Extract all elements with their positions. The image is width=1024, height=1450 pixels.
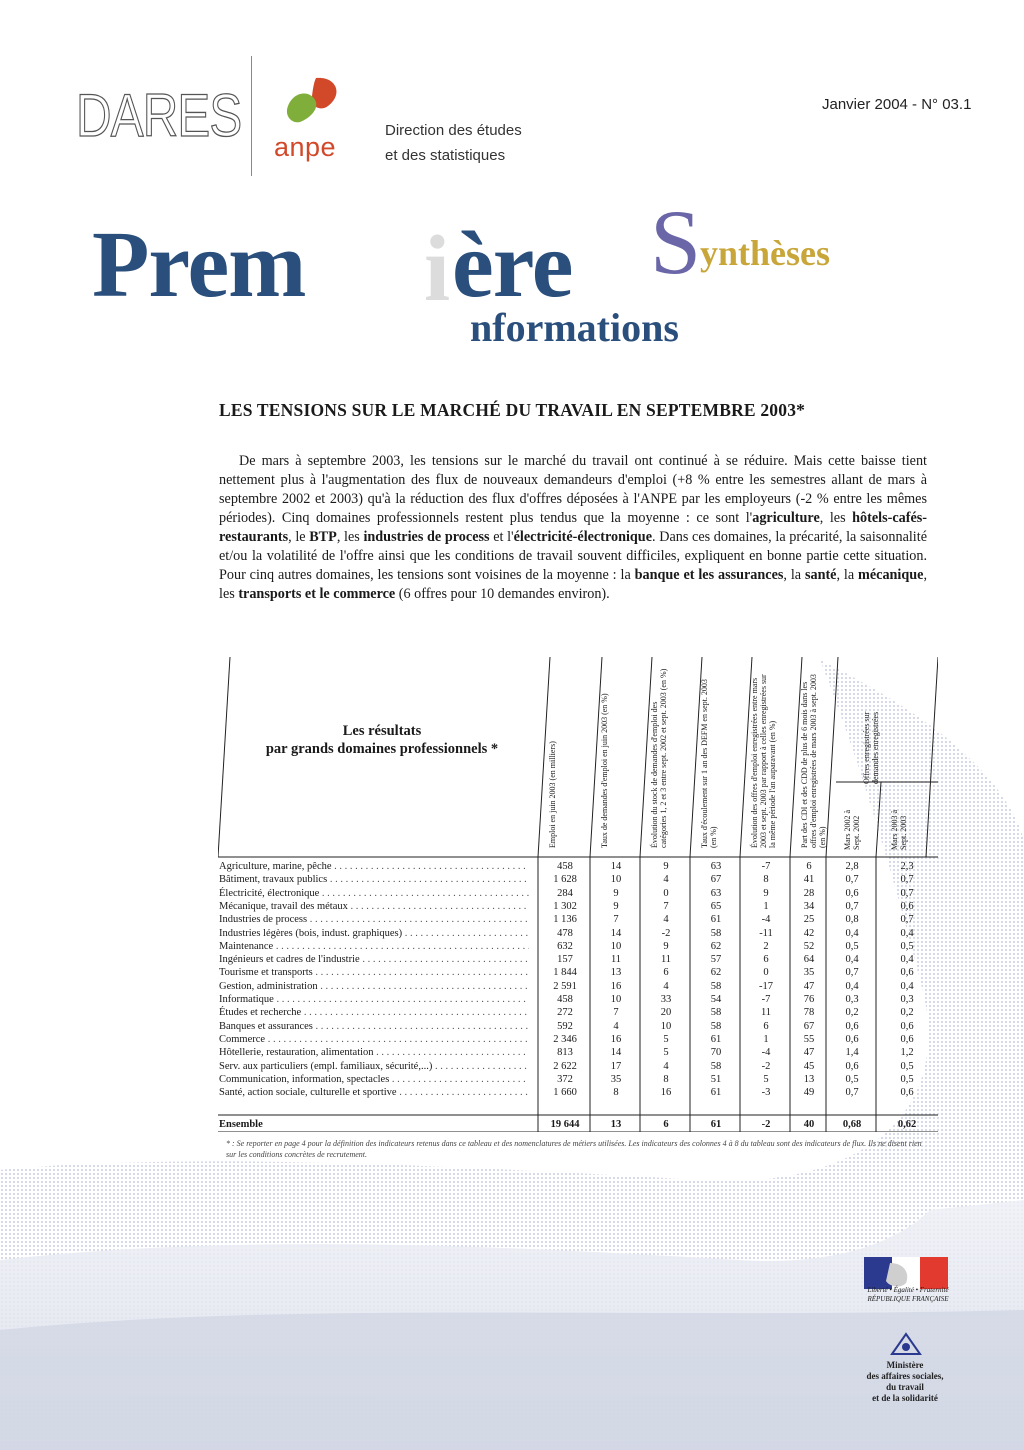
cell-col-3: 0 <box>663 887 669 899</box>
article-title: LES TENSIONS SUR LE MARCHÉ DU TRAVAIL EN SEPTEMBRE 2003* <box>219 400 806 420</box>
issue-number: Janvier 2004 - N° 03.1 <box>822 96 972 113</box>
cell-col-7: 0,7 <box>845 967 859 979</box>
cell-col-8: 0,6 <box>900 1033 914 1045</box>
cell-col-3: 5 <box>663 1033 669 1045</box>
cell-col-4: 63 <box>710 861 722 872</box>
cell-col-1: 2 591 <box>553 980 577 992</box>
masthead-syntheses: ynthèses <box>700 233 831 273</box>
cell-col-2: 9 <box>613 900 619 912</box>
cell-col-8: 0,5 <box>900 1073 914 1085</box>
column-header-4: Taux d'écoulement sur 1 an des DEFM en sept. 2003 (en %) <box>700 679 718 848</box>
cell-col-3: 20 <box>660 1007 672 1019</box>
cell-col-5: -4 <box>761 1047 771 1059</box>
cell-col-5: 2 <box>763 940 769 952</box>
direction-line-2: et des statistiques <box>385 147 506 164</box>
cell-col-1: 2 346 <box>553 1033 577 1045</box>
anpe-logo-icon <box>276 76 346 136</box>
cell-col-7: 0,6 <box>845 1033 859 1045</box>
cell-col-4: 58 <box>710 1007 722 1019</box>
cell-col-4: 54 <box>710 994 722 1005</box>
cell-col-7: 0,7 <box>845 900 859 912</box>
cell-col-4: 62 <box>710 940 722 952</box>
cell-col-4: 62 <box>710 967 722 979</box>
masthead-ere: ère <box>452 213 573 317</box>
cell-col-3: 33 <box>660 994 672 1005</box>
table-title-line-1: Les résultats <box>342 723 422 739</box>
row-label: Communication, information, spectacles . . . <box>219 1073 529 1086</box>
rf-label: RÉPUBLIQUE FRANÇAISE <box>867 1295 949 1303</box>
cell-col-1: 372 <box>557 1073 573 1085</box>
masthead-i: i <box>424 217 451 321</box>
cell-col-7: 0,2 <box>845 1007 859 1019</box>
cell-col-4: 58 <box>710 1020 722 1032</box>
row-label: Industries légères (bois, indust. graphiques) . . . <box>219 927 529 940</box>
cell-col-6: 28 <box>803 887 815 899</box>
row-label: Tourisme et transports . . . <box>219 966 529 979</box>
cell-col-6: 52 <box>803 940 815 952</box>
column-header-7: Mars 2002 à Sept. 2002 <box>843 810 861 850</box>
cell-col-8: 0,62 <box>897 1119 917 1130</box>
cell-col-2: 14 <box>610 1047 622 1059</box>
cell-col-1: 2 622 <box>553 1060 577 1072</box>
masthead-synth-s: S <box>650 191 702 293</box>
cell-col-3: 6 <box>663 1119 669 1130</box>
cell-col-1: 1 660 <box>553 1087 577 1099</box>
cell-col-3: 7 <box>663 900 669 912</box>
cell-col-8: 0,3 <box>900 994 914 1005</box>
cell-col-2: 8 <box>613 1087 619 1099</box>
cell-col-5: 8 <box>763 874 769 886</box>
ministry-label <box>855 1360 955 1404</box>
column-header-2: Taux de demandes d'emploi en juin 2003 (en %) <box>600 693 609 848</box>
cell-col-3: 9 <box>663 940 669 952</box>
cell-col-1: 272 <box>557 1007 573 1019</box>
cell-col-6: 49 <box>803 1087 815 1099</box>
cell-col-5: 9 <box>763 887 769 899</box>
cell-col-6: 47 <box>803 1047 815 1059</box>
cell-col-6: 41 <box>803 874 815 886</box>
cell-col-1: 1 136 <box>553 914 577 926</box>
ministry-line-3: du travail <box>886 1382 924 1392</box>
article-intro: De mars à septembre 2003, les tensions sur le marché du travail ont continué à se réduire. Mais cette baisse tient nettement plus à l'augmentation des flux de nouveaux demandeurs d'emploi (+8 % entre les semestres allant de mars à septembre 2002 et 2003) qu'à la réduction des flux d'offres déposées à l'ANPE par les employeurs (-2 % entre les mêmes périodes). Cinq domaines professionnels restent plus tendus que la moyenne : ce sont l'agriculture, les hôtels-cafés-restaurants, le BTP, les industries de process et l'électricité-électronique. Dans ces domaines, la précarité, la saisonnalité et/ou la volatilité de l'offre ainsi que les conditions de travail souvent difficiles, expliquent en bonne partie cette situation. Pour cinq autres domaines, les tensions sont voisines de la moyenne : la banque et les assurances, la santé, la mécanique, les transports et le commerce (6 offres pour 10 demandes environ). <box>219 453 927 602</box>
cell-col-7: 0,5 <box>845 940 859 952</box>
row-label: Serv. aux particuliers (empl. familiaux, sécurité,...) . . . <box>219 1060 529 1073</box>
cell-col-7: 0,7 <box>845 874 859 886</box>
cell-col-2: 7 <box>613 914 619 926</box>
cell-col-6: 64 <box>803 954 815 966</box>
cell-col-4: 61 <box>710 1033 722 1045</box>
cell-col-5: 1 <box>763 1033 769 1045</box>
ministry-emblem-icon <box>888 1330 924 1358</box>
cell-col-4: 70 <box>710 1047 722 1059</box>
row-label: Maintenance . . . <box>219 940 529 953</box>
table-title-line-2: par grands domaines professionnels * <box>265 741 499 757</box>
row-label: Ensemble <box>219 1119 263 1130</box>
column-group-header: Offres enregistrées sur demandes enregistrées <box>862 711 880 784</box>
cell-col-2: 10 <box>610 874 622 886</box>
cell-col-6: 6 <box>806 861 812 872</box>
row-label: Agriculture, marine, pêche . . . <box>219 860 529 873</box>
cell-col-6: 78 <box>803 1007 815 1019</box>
table-title <box>232 722 532 758</box>
cell-col-3: 4 <box>663 874 669 886</box>
row-label: Ingénieurs et cadres de l'industrie . . . <box>219 953 529 966</box>
cell-col-1: 592 <box>557 1020 573 1032</box>
cell-col-7: 0,7 <box>845 1087 859 1099</box>
cell-col-2: 35 <box>610 1073 622 1085</box>
cell-col-5: 5 <box>763 1073 769 1085</box>
cell-col-4: 63 <box>710 887 722 899</box>
cell-col-3: 8 <box>663 1073 669 1085</box>
cell-col-1: 478 <box>557 927 573 939</box>
cell-col-1: 632 <box>557 940 573 952</box>
cell-col-6: 76 <box>803 994 815 1005</box>
cell-col-2: 17 <box>610 1060 622 1072</box>
cell-col-5: -17 <box>759 980 773 992</box>
cell-col-7: 0,8 <box>845 914 859 926</box>
cell-col-2: 14 <box>610 861 622 872</box>
direction-line-1: Direction des études <box>385 122 522 139</box>
ministry-line-4: et de la solidarité <box>872 1393 938 1403</box>
row-label: Études et recherche . . . <box>219 1006 529 1019</box>
cell-col-8: 0,7 <box>900 887 914 899</box>
cell-col-8: 0,5 <box>900 940 914 952</box>
cell-col-2: 13 <box>610 1119 622 1130</box>
cell-col-3: 4 <box>663 980 669 992</box>
cell-col-5: -7 <box>761 861 771 872</box>
cell-col-2: 11 <box>610 954 622 966</box>
anpe-wordmark: anpe <box>274 132 337 162</box>
direction-label <box>385 118 522 168</box>
cell-col-2: 10 <box>610 940 622 952</box>
row-label: Hôtellerie, restauration, alimentation . . . <box>219 1046 529 1059</box>
cell-col-6: 25 <box>803 914 815 926</box>
cell-col-2: 16 <box>610 980 622 992</box>
cell-col-8: 0,4 <box>900 980 914 992</box>
masthead-informations: nformations <box>470 305 679 350</box>
header-divider <box>251 56 252 176</box>
devise-label: Liberté • Égalité • Fraternité <box>867 1286 949 1294</box>
cell-col-4: 58 <box>710 927 722 939</box>
column-header-3: Évolution du stock de demandes d'emploi des catégories 1, 2 et 3 entre sept. 2002 et sept. 2003 (en %) <box>650 668 668 848</box>
cell-col-5: -3 <box>761 1087 771 1099</box>
cell-col-6: 55 <box>803 1033 815 1045</box>
cell-col-7: 0,4 <box>845 927 859 939</box>
cell-col-2: 9 <box>613 887 619 899</box>
dares-logo: DARES <box>76 82 242 149</box>
cell-col-2: 13 <box>610 967 622 979</box>
cell-col-1: 1 844 <box>553 967 577 979</box>
row-label: Commerce . . . <box>219 1033 529 1046</box>
cell-col-1: 19 644 <box>550 1119 580 1130</box>
cell-col-7: 0,5 <box>845 1073 859 1085</box>
masthead-prem: Prem <box>92 213 306 317</box>
cell-col-8: 0,6 <box>900 1020 914 1032</box>
column-header-1: Emploi en juin 2003 (en milliers) <box>548 741 557 848</box>
cell-col-3: 10 <box>660 1020 672 1032</box>
cell-col-3: -2 <box>661 927 671 939</box>
cell-col-4: 67 <box>710 874 722 886</box>
cell-col-1: 1 302 <box>553 900 577 912</box>
cell-col-7: 0,3 <box>845 994 859 1005</box>
cell-col-7: 0,4 <box>845 980 859 992</box>
cell-col-5: -2 <box>761 1119 771 1130</box>
cell-col-8: 0,4 <box>900 927 914 939</box>
cell-col-5: 0 <box>763 967 769 979</box>
cell-col-5: -2 <box>761 1060 771 1072</box>
row-label: Industries de process . . . <box>219 913 529 926</box>
cell-col-7: 0,6 <box>845 1060 859 1072</box>
cell-col-6: 34 <box>803 900 815 912</box>
cell-col-8: 0,6 <box>900 1087 914 1099</box>
cell-col-4: 61 <box>710 914 722 926</box>
cell-col-7: 0,68 <box>842 1119 862 1130</box>
cell-col-2: 14 <box>610 927 622 939</box>
cell-col-4: 61 <box>710 1119 722 1130</box>
cell-col-5: -7 <box>761 994 771 1005</box>
cell-col-1: 458 <box>557 994 573 1005</box>
cell-col-4: 58 <box>710 980 722 992</box>
cell-col-3: 4 <box>663 914 669 926</box>
row-label: Mécanique, travail des métaux . . . <box>219 900 529 913</box>
cell-col-8: 0,5 <box>900 1060 914 1072</box>
cell-col-4: 57 <box>710 954 722 966</box>
cell-col-2: 4 <box>613 1020 619 1032</box>
cell-col-7: 0,4 <box>845 954 859 966</box>
republique-francaise-label <box>858 1286 958 1304</box>
cell-col-3: 5 <box>663 1047 669 1059</box>
cell-col-2: 7 <box>613 1007 619 1019</box>
cell-col-1: 157 <box>557 954 573 966</box>
cell-col-7: 0,6 <box>845 887 859 899</box>
ministry-line-1: Ministère <box>886 1360 924 1370</box>
row-label: Banques et assurances . . . <box>219 1020 529 1033</box>
cell-col-4: 65 <box>710 900 722 912</box>
cell-col-3: 16 <box>660 1087 672 1099</box>
cell-col-6: 35 <box>803 967 815 979</box>
cell-col-6: 40 <box>803 1119 815 1130</box>
cell-col-1: 813 <box>557 1047 573 1059</box>
cell-col-5: 6 <box>763 954 769 966</box>
column-header-6: Part des CDI et des CDD de plus de 6 mois dans les offres d'emploi enregistrées de mars 2003 à sept. 2003 (en %) <box>800 674 827 848</box>
cell-col-3: 6 <box>663 967 669 979</box>
cell-col-6: 42 <box>803 927 815 939</box>
column-header-8: Mars 2003 à Sept. 2003 <box>890 810 908 850</box>
row-label: Gestion, administration . . . <box>219 980 529 993</box>
cell-col-2: 16 <box>610 1033 622 1045</box>
cell-col-8: 0,4 <box>900 954 914 966</box>
ministry-line-2: des affaires sociales, <box>866 1371 944 1381</box>
row-label: Électricité, électronique . . . <box>219 887 529 900</box>
table-footnote: * : Se reporter en page 4 pour la définition des indicateurs retenus dans ce tableau et des nomenclatures de métiers utilisées. Les indicateurs des colonnes 4 à 8 du tableau sont des indicateurs de flux. Ils ne disent rien sur les conditions concrètes de recrutement. <box>226 1139 922 1159</box>
cell-col-8: 0,7 <box>900 874 914 886</box>
cell-col-8: 0,7 <box>900 914 914 926</box>
row-label: Informatique . . . <box>219 993 529 1006</box>
column-header-5: Évolution des offres d'emploi enregistrées entre mars 2003 et sept. 2003 par rapport à celles enregistrées sur la même période l'an auparavant (en %) <box>750 674 777 848</box>
cell-col-8: 1,2 <box>900 1047 914 1059</box>
cell-col-1: 458 <box>557 861 573 872</box>
cell-col-3: 4 <box>663 1060 669 1072</box>
cell-col-7: 1,4 <box>845 1047 859 1059</box>
cell-col-5: 6 <box>763 1020 769 1032</box>
cell-col-4: 61 <box>710 1087 722 1099</box>
cell-col-1: 284 <box>557 887 573 899</box>
cell-col-5: -4 <box>761 914 771 926</box>
cell-col-6: 47 <box>803 980 815 992</box>
cell-col-5: 1 <box>763 900 769 912</box>
cell-col-8: 0,6 <box>900 967 914 979</box>
row-label: Bâtiment, travaux publics . . . <box>219 873 529 886</box>
cell-col-6: 67 <box>803 1020 815 1032</box>
cell-col-5: -11 <box>759 927 773 939</box>
cell-col-2: 10 <box>610 994 622 1005</box>
cell-col-3: 11 <box>660 954 672 966</box>
cell-col-8: 0,2 <box>900 1007 914 1019</box>
cell-col-8: 0,6 <box>900 900 914 912</box>
cell-col-6: 45 <box>803 1060 815 1072</box>
cell-col-3: 9 <box>663 861 669 872</box>
cell-col-4: 58 <box>710 1060 722 1072</box>
cell-col-4: 51 <box>710 1073 722 1085</box>
cell-col-7: 2,8 <box>845 861 859 872</box>
cell-col-8: 2,3 <box>900 861 914 872</box>
row-label: Santé, action sociale, culturelle et sportive . . . <box>219 1086 529 1099</box>
cell-col-1: 1 628 <box>553 874 577 886</box>
cell-col-5: 11 <box>760 1007 772 1019</box>
cell-col-7: 0,6 <box>845 1020 859 1032</box>
cell-col-6: 13 <box>803 1073 815 1085</box>
